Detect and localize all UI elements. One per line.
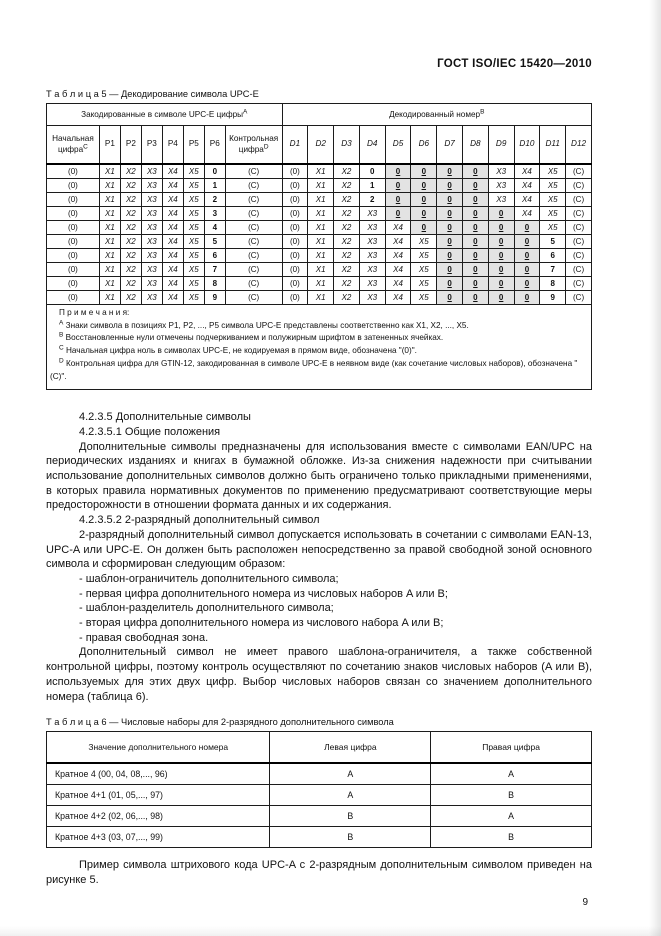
table-header-row bbox=[47, 104, 592, 126]
paragraph-example: Пример символа штрихового кода UPC-A с 2-разрядным дополнительным символом приведен на рисунке 5. bbox=[46, 859, 592, 886]
table-cell: (C) bbox=[225, 221, 282, 235]
table-cell: X5 bbox=[183, 249, 204, 263]
table-cell: 0 bbox=[411, 193, 437, 207]
section-heading-4-2-3-5-2: 4.2.3.5.2 2-разрядный дополнительный символ bbox=[79, 514, 320, 527]
table-cell: (C) bbox=[225, 164, 282, 179]
table-cell: (C) bbox=[566, 235, 592, 249]
table-cell: X2 bbox=[334, 249, 360, 263]
notes-title: П р и м е ч а н и я: bbox=[59, 308, 130, 317]
table-cell: (0) bbox=[282, 235, 308, 249]
table-note: $^C$ Начальная цифра ноль в символах UPC-E, не кодируемая в прямом виде, обозначена "(0)". bbox=[59, 344, 417, 356]
table-cell: (0) bbox=[282, 291, 308, 305]
column-header: P6 bbox=[204, 126, 225, 165]
table-cell: 0 bbox=[488, 221, 514, 235]
table-cell: 0 bbox=[462, 164, 488, 179]
table-cell: A bbox=[270, 785, 431, 806]
table-cell: (0) bbox=[47, 249, 100, 263]
table-cell: X1 bbox=[99, 193, 120, 207]
table-cell: X4 bbox=[162, 263, 183, 277]
table-cell: X1 bbox=[99, 207, 120, 221]
table-cell: (C) bbox=[566, 291, 592, 305]
table-cell: X2 bbox=[120, 207, 141, 221]
table-row bbox=[47, 263, 592, 277]
table-cell: 2 bbox=[359, 193, 385, 207]
table-cell: 6 bbox=[540, 249, 566, 263]
table-cell: 1 bbox=[359, 179, 385, 193]
list-item: - правая свободная зона. bbox=[79, 631, 209, 644]
paragraph-general-provisions: Дополнительные символы предназначены для использования вместе с символами EAN/UPC на периодических изданиях и книгах в бумажной обложке. Из-за снижения надежности при считывании использование дополнительных символов должно быть ограничено только прикладными применениями, в которых правила нормативных документов по применению предусматривают соответствующие меры предосторожности в отношении формата данных и их содержания. bbox=[46, 440, 592, 512]
table-cell: X3 bbox=[359, 263, 385, 277]
table-cell: (0) bbox=[47, 207, 100, 221]
list-item: - шаблон-ограничитель дополнительного символа; bbox=[79, 572, 339, 585]
table-cell: X2 bbox=[334, 179, 360, 193]
table-cell: X1 bbox=[308, 235, 334, 249]
table-cell: X5 bbox=[183, 221, 204, 235]
table-cell: X4 bbox=[385, 221, 411, 235]
table-cell: X4 bbox=[162, 221, 183, 235]
table-cell: X3 bbox=[141, 193, 162, 207]
table-cell: Кратное 4 (00, 04, 08,..., 96) bbox=[47, 763, 270, 785]
table-cell: (0) bbox=[47, 193, 100, 207]
table-cell: X3 bbox=[359, 249, 385, 263]
table-cell: X2 bbox=[120, 291, 141, 305]
table-cell: (C) bbox=[566, 277, 592, 291]
table-cell: X2 bbox=[120, 277, 141, 291]
paragraph-two-digit-addon: 2-разрядный дополнительный символ допускается использовать в сочетании с символами EAN-13, UPC-A или UPC-E. Он должен быть расположен непосредственно за правой свободной зоной основного символа и сформирован следующим образом: bbox=[46, 528, 592, 571]
table-cell: X1 bbox=[99, 291, 120, 305]
table-cell: X4 bbox=[162, 193, 183, 207]
table-cell: (C) bbox=[566, 207, 592, 221]
column-header: P4 bbox=[162, 126, 183, 165]
table-cell: 0 bbox=[488, 207, 514, 221]
table-row bbox=[47, 193, 592, 207]
table-cell: 5 bbox=[204, 235, 225, 249]
table-cell: (C) bbox=[566, 164, 592, 179]
column-header: D7 bbox=[437, 126, 463, 165]
table-cell: X5 bbox=[540, 179, 566, 193]
table-cell: 7 bbox=[540, 263, 566, 277]
table-cell: 0 bbox=[462, 249, 488, 263]
table-cell: X2 bbox=[334, 235, 360, 249]
table-cell: X2 bbox=[334, 164, 360, 179]
column-header: D11 bbox=[540, 126, 566, 165]
table-cell: 8 bbox=[540, 277, 566, 291]
table-notes bbox=[47, 305, 592, 390]
table-cell: X3 bbox=[141, 207, 162, 221]
table-cell: B bbox=[270, 806, 431, 827]
list-item: - шаблон-разделитель дополнительного символа; bbox=[79, 602, 334, 615]
table-cell: 9 bbox=[540, 291, 566, 305]
table-cell: 0 bbox=[411, 221, 437, 235]
table-cell: 0 bbox=[411, 164, 437, 179]
table-cell: 0 bbox=[462, 207, 488, 221]
table-cell: (0) bbox=[47, 221, 100, 235]
table-row bbox=[47, 806, 592, 827]
table-cell: X4 bbox=[385, 235, 411, 249]
table-cell: X5 bbox=[183, 164, 204, 179]
table-row bbox=[47, 164, 592, 179]
table-cell: 0 bbox=[488, 249, 514, 263]
table-cell: X1 bbox=[308, 179, 334, 193]
table-cell: (0) bbox=[282, 277, 308, 291]
table-cell: X1 bbox=[308, 207, 334, 221]
column-header: D9 bbox=[488, 126, 514, 165]
column-header: Правая цифра bbox=[431, 732, 592, 764]
table-cell: X1 bbox=[308, 291, 334, 305]
table-cell: (0) bbox=[282, 193, 308, 207]
table-cell: (C) bbox=[225, 207, 282, 221]
table-cell: X2 bbox=[120, 164, 141, 179]
table-cell: 0 bbox=[385, 164, 411, 179]
table-cell: X4 bbox=[162, 291, 183, 305]
table-cell: 0 bbox=[462, 277, 488, 291]
table-cell: X5 bbox=[540, 164, 566, 179]
superscript-note-ref: C bbox=[59, 344, 64, 352]
column-header: D6 bbox=[411, 126, 437, 165]
table-cell: 0 bbox=[437, 277, 463, 291]
table-cell: X3 bbox=[141, 263, 162, 277]
table-cell: X4 bbox=[162, 235, 183, 249]
table-cell: X1 bbox=[99, 221, 120, 235]
table-cell: A bbox=[431, 763, 592, 785]
table-row bbox=[47, 291, 592, 305]
document-header: ГОСТ ISO/IEC 15420—2010 bbox=[437, 58, 592, 70]
column-header: D2 bbox=[308, 126, 334, 165]
table-cell: X4 bbox=[385, 277, 411, 291]
table-cell: B bbox=[431, 785, 592, 806]
table-cell: X5 bbox=[540, 221, 566, 235]
table-cell: (0) bbox=[282, 207, 308, 221]
table-cell: X3 bbox=[141, 164, 162, 179]
table-cell: 0 bbox=[462, 235, 488, 249]
table-row bbox=[47, 827, 592, 848]
table-cell: X3 bbox=[141, 179, 162, 193]
table-header-row bbox=[47, 126, 592, 165]
list-item: - первая цифра дополнительного номера из числовых наборов A или B; bbox=[79, 587, 448, 600]
table-cell: 9 bbox=[204, 291, 225, 305]
column-header: D3 bbox=[334, 126, 360, 165]
table-cell: 0 bbox=[437, 291, 463, 305]
table-cell: 2 bbox=[204, 193, 225, 207]
table-cell: 1 bbox=[204, 179, 225, 193]
table-cell: X3 bbox=[488, 164, 514, 179]
table-cell: X2 bbox=[334, 263, 360, 277]
table-cell: 0 bbox=[411, 207, 437, 221]
table-cell: A bbox=[270, 763, 431, 785]
column-header: D8 bbox=[462, 126, 488, 165]
table-cell: Кратное 4+1 (01, 05,..., 97) bbox=[47, 785, 270, 806]
table-cell: 0 bbox=[437, 221, 463, 235]
table-cell: X4 bbox=[162, 277, 183, 291]
table-cell: (0) bbox=[47, 277, 100, 291]
table-cell: 0 bbox=[385, 193, 411, 207]
table-cell: 0 bbox=[462, 291, 488, 305]
table-cell: X3 bbox=[359, 221, 385, 235]
table-cell: (0) bbox=[282, 249, 308, 263]
column-header: D1 bbox=[282, 126, 308, 165]
table-cell: X4 bbox=[385, 263, 411, 277]
table-cell: X2 bbox=[120, 179, 141, 193]
table-cell: (0) bbox=[282, 179, 308, 193]
table-cell: 0 bbox=[437, 193, 463, 207]
table-cell: X1 bbox=[99, 277, 120, 291]
table-cell: (C) bbox=[566, 221, 592, 235]
table-cell: 0 bbox=[437, 235, 463, 249]
table-cell: 0 bbox=[359, 164, 385, 179]
table-cell: 0 bbox=[488, 277, 514, 291]
table-cell: X2 bbox=[334, 193, 360, 207]
column-header: P5 bbox=[183, 126, 204, 165]
table-cell: X4 bbox=[514, 193, 540, 207]
column-header: P2 bbox=[120, 126, 141, 165]
column-header: D12 bbox=[566, 126, 592, 165]
table-row bbox=[47, 249, 592, 263]
table-row bbox=[47, 277, 592, 291]
table-cell: 0 bbox=[385, 207, 411, 221]
table-row bbox=[47, 785, 592, 806]
table-cell: X5 bbox=[183, 193, 204, 207]
table-cell: (C) bbox=[225, 291, 282, 305]
table-cell: X4 bbox=[514, 164, 540, 179]
table-cell: X3 bbox=[359, 291, 385, 305]
table5-caption: Т а б л и ц а 5 — Декодирование символа UPC-E bbox=[46, 89, 259, 99]
table-cell: X3 bbox=[141, 291, 162, 305]
table-cell: X5 bbox=[183, 263, 204, 277]
table-cell: X3 bbox=[141, 221, 162, 235]
superscript-note-ref: D bbox=[263, 142, 269, 150]
table-cell: X3 bbox=[141, 235, 162, 249]
table-cell: X2 bbox=[120, 193, 141, 207]
table-cell: X3 bbox=[488, 193, 514, 207]
table-cell: (C) bbox=[566, 193, 592, 207]
table-cell: X5 bbox=[411, 291, 437, 305]
superscript-note-ref: D bbox=[59, 357, 64, 365]
section-heading-4-2-3-5-1: 4.2.3.5.1 Общие положения bbox=[79, 425, 221, 438]
table-cell: (0) bbox=[47, 164, 100, 179]
table-cell: 0 bbox=[462, 179, 488, 193]
table-cell: 0 bbox=[385, 179, 411, 193]
table-cell: (C) bbox=[566, 263, 592, 277]
table-cell: X5 bbox=[540, 207, 566, 221]
table-cell: X2 bbox=[120, 235, 141, 249]
table-cell: X5 bbox=[411, 249, 437, 263]
table-cell: B bbox=[431, 827, 592, 848]
superscript-note-ref: B bbox=[59, 331, 64, 339]
table-cell: X3 bbox=[488, 179, 514, 193]
superscript-note-ref: B bbox=[480, 108, 485, 116]
table-cell: X3 bbox=[141, 249, 162, 263]
column-header: P3 bbox=[141, 126, 162, 165]
table-cell: 4 bbox=[204, 221, 225, 235]
table-cell: 0 bbox=[514, 235, 540, 249]
table-cell: X5 bbox=[183, 291, 204, 305]
table-cell: X4 bbox=[162, 249, 183, 263]
column-header: D4 bbox=[359, 126, 385, 165]
table-cell: X3 bbox=[359, 277, 385, 291]
column-header: Начальная цифра$^C$ bbox=[47, 126, 100, 165]
table-cell: 8 bbox=[204, 277, 225, 291]
table-row bbox=[47, 221, 592, 235]
table6-caption: Т а б л и ц а 6 — Числовые наборы для 2-разрядного дополнительного символа bbox=[46, 717, 394, 728]
column-header: Контрольная цифра$^D$ bbox=[225, 126, 282, 165]
table-row bbox=[47, 763, 592, 785]
table-cell: 0 bbox=[437, 263, 463, 277]
table-cell: (0) bbox=[282, 164, 308, 179]
table-cell: X2 bbox=[334, 277, 360, 291]
table-cell: X4 bbox=[162, 207, 183, 221]
table-cell: X2 bbox=[120, 263, 141, 277]
table-row bbox=[47, 207, 592, 221]
table-cell: (C) bbox=[225, 193, 282, 207]
table-cell: X1 bbox=[99, 164, 120, 179]
table-cell: 5 bbox=[540, 235, 566, 249]
table-cell: X1 bbox=[99, 263, 120, 277]
table-cell: 0 bbox=[488, 291, 514, 305]
table-cell: (0) bbox=[47, 235, 100, 249]
table-cell: (0) bbox=[282, 221, 308, 235]
table-cell: Кратное 4+3 (03, 07,..., 99) bbox=[47, 827, 270, 848]
column-header: Значение дополнительного номера bbox=[47, 732, 270, 764]
column-header: P1 bbox=[99, 126, 120, 165]
table-cell: X4 bbox=[385, 249, 411, 263]
table-cell: X1 bbox=[308, 277, 334, 291]
table-cell: 0 bbox=[514, 221, 540, 235]
table-cell: X5 bbox=[540, 193, 566, 207]
table-row bbox=[47, 179, 592, 193]
table-cell: X2 bbox=[120, 221, 141, 235]
table-cell: 0 bbox=[514, 263, 540, 277]
body-text bbox=[46, 410, 592, 704]
table-cell: (C) bbox=[225, 277, 282, 291]
column-header: D5 bbox=[385, 126, 411, 165]
table-cell: X2 bbox=[334, 207, 360, 221]
table6 bbox=[46, 731, 592, 848]
table-cell: X1 bbox=[99, 235, 120, 249]
table-cell: B bbox=[270, 827, 431, 848]
table-cell: 0 bbox=[488, 235, 514, 249]
table-cell: 0 bbox=[514, 277, 540, 291]
table-cell: 0 bbox=[437, 179, 463, 193]
table-cell: X2 bbox=[120, 249, 141, 263]
table-cell: Кратное 4+2 (02, 06,..., 98) bbox=[47, 806, 270, 827]
table5 bbox=[46, 103, 592, 390]
table-note: $^D$ Контрольная цифра для GTIN-12, закодированная в символе UPC-E в неявном виде (как сочетание числовых наборов), обозначена "(C)". bbox=[50, 357, 578, 381]
table-note: $^A$ Знаки символа в позициях P1, P2, ..., P5 символа UPC-E представлены соответственно как X1, X2, ..., X5. bbox=[59, 318, 469, 330]
table-cell: 0 bbox=[488, 263, 514, 277]
table-cell: (C) bbox=[225, 235, 282, 249]
column-group-header: Декодированный номер$^B$ bbox=[282, 104, 591, 126]
list-item: - вторая цифра дополнительного номера из числового набора A или B; bbox=[79, 617, 444, 630]
table-header-row bbox=[47, 732, 592, 764]
table-cell: 0 bbox=[411, 179, 437, 193]
table-cell: X2 bbox=[334, 291, 360, 305]
table-cell: X1 bbox=[308, 221, 334, 235]
table-cell: X3 bbox=[359, 207, 385, 221]
additional-symbol-list bbox=[46, 572, 592, 646]
table-cell: X5 bbox=[411, 263, 437, 277]
table-cell: X1 bbox=[99, 179, 120, 193]
table-cell: (C) bbox=[566, 179, 592, 193]
superscript-note-ref: A bbox=[243, 108, 248, 116]
table-cell: X5 bbox=[411, 277, 437, 291]
table-cell: (C) bbox=[225, 249, 282, 263]
table-cell: X2 bbox=[334, 221, 360, 235]
table-cell: 0 bbox=[514, 249, 540, 263]
table-cell: X4 bbox=[514, 207, 540, 221]
column-header: D10 bbox=[514, 126, 540, 165]
table-cell: 0 bbox=[462, 221, 488, 235]
table-cell: X3 bbox=[141, 277, 162, 291]
page-number: 9 bbox=[582, 896, 588, 908]
superscript-note-ref: A bbox=[59, 318, 64, 326]
table-cell: X1 bbox=[308, 249, 334, 263]
table-cell: X5 bbox=[183, 179, 204, 193]
superscript-note-ref: C bbox=[83, 142, 88, 150]
table-cell: X1 bbox=[99, 249, 120, 263]
table-cell: X4 bbox=[162, 164, 183, 179]
table-cell: (0) bbox=[282, 263, 308, 277]
table-cell: 0 bbox=[462, 193, 488, 207]
column-header: Левая цифра bbox=[270, 732, 431, 764]
table-cell: 6 bbox=[204, 249, 225, 263]
table-cell: (C) bbox=[225, 179, 282, 193]
table-cell: X5 bbox=[183, 207, 204, 221]
table-cell: 0 bbox=[514, 291, 540, 305]
table-cell: X3 bbox=[359, 235, 385, 249]
table-notes-row bbox=[47, 305, 592, 390]
table-cell: (C) bbox=[566, 249, 592, 263]
table-cell: (0) bbox=[47, 263, 100, 277]
table-cell: X1 bbox=[308, 263, 334, 277]
table-cell: 0 bbox=[462, 263, 488, 277]
table-note: $^B$ Восстановленные нули отмечены подчеркиванием и полужирным шрифтом в затененных ячейках. bbox=[59, 331, 444, 343]
paragraph-number-sets: Дополнительный символ не имеет правого шаблона-ограничителя, а также собственной контрольной цифры, поэтому контроль осуществляют по сочетанию знаков числовых наборов (A или B), используемых для этих двух цифр. Выбор числовых наборов связан со значением дополнительного номера (таблица 6). bbox=[46, 646, 592, 703]
table-cell: (0) bbox=[47, 179, 100, 193]
section-heading-4-2-3-5: 4.2.3.5 Дополнительные символы bbox=[79, 411, 251, 424]
table-cell: (0) bbox=[47, 291, 100, 305]
table-cell: 0 bbox=[204, 164, 225, 179]
table-cell: X5 bbox=[411, 235, 437, 249]
table-cell: 3 bbox=[204, 207, 225, 221]
table-cell: (C) bbox=[225, 263, 282, 277]
table-cell: A bbox=[431, 806, 592, 827]
table-cell: 0 bbox=[437, 164, 463, 179]
table-cell: X1 bbox=[308, 164, 334, 179]
column-group-header: Закодированные в символе UPC-E цифры$^A$ bbox=[47, 104, 283, 126]
table-cell: X4 bbox=[385, 291, 411, 305]
table-cell: X4 bbox=[514, 179, 540, 193]
table-cell: X1 bbox=[308, 193, 334, 207]
table-cell: 7 bbox=[204, 263, 225, 277]
table-cell: X4 bbox=[162, 179, 183, 193]
table-cell: X5 bbox=[183, 235, 204, 249]
table-cell: 0 bbox=[437, 207, 463, 221]
table-cell: 0 bbox=[437, 249, 463, 263]
table-cell: X5 bbox=[183, 277, 204, 291]
table-row bbox=[47, 235, 592, 249]
